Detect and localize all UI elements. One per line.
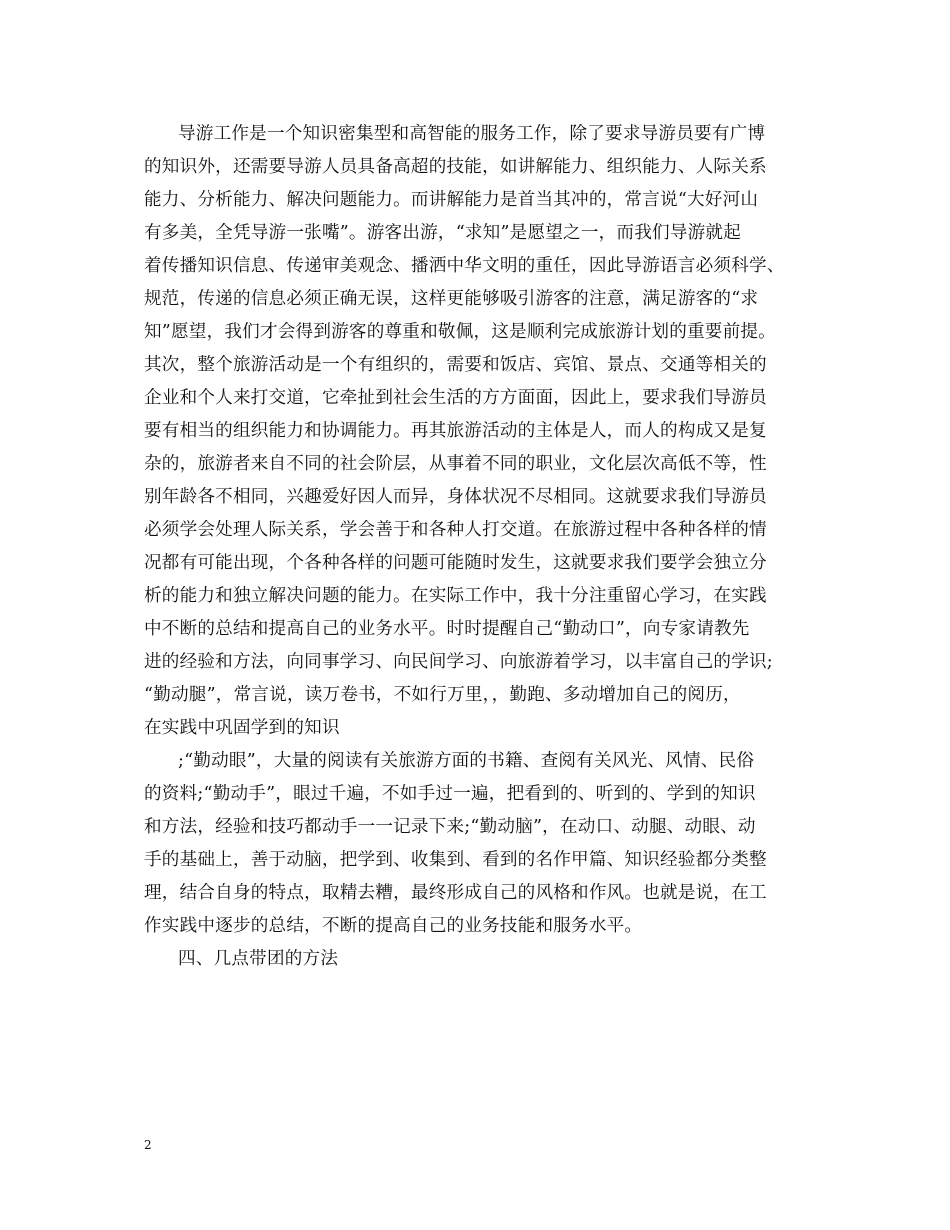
text-line: 在实践中巩固学到的知识 bbox=[144, 718, 340, 738]
document-body bbox=[144, 118, 809, 976]
text-line: 知”愿望，我们才会得到游客的尊重和敬佩，这是顺利完成旅游计划的重要前提。 bbox=[144, 322, 776, 342]
section-heading: 四、几点带团的方法 bbox=[178, 949, 339, 969]
text-line: 杂的，旅游者来自不同的社会阶层，从事着不同的职业，文化层次高低不等，性 bbox=[144, 454, 767, 474]
text-line: ;“勤动眼”，大量的阅读有关旅游方面的书籍、查阅有关风光、风情、民俗 bbox=[178, 751, 755, 771]
text-line: 规范，传递的信息必须正确无误，这样更能够吸引游客的注意，满足游客的“求 bbox=[144, 289, 759, 309]
text-line: 手的基础上，善于动脑，把学到、收集到、看到的名作甲篇、知识经验都分类整 bbox=[144, 850, 767, 870]
text-line: 的资料;“勤动手”，眼过千遍，不如手过一遍，把看到的、听到的、学到的知识 bbox=[144, 784, 756, 804]
text-line: 着传播知识信息、传递审美观念、播洒中华文明的重任，因此导游语言必须科学、 bbox=[144, 256, 785, 276]
text-line: 中不断的总结和提高自己的业务水平。时时提醒自己“勤动口”，向专家请教先 bbox=[144, 619, 750, 639]
text-line: 况都有可能出现，个各种各样的问题可能随时发生，这就要求我们要学会独立分 bbox=[144, 553, 767, 573]
text-line: 进的经验和方法，向同事学习、向民间学习、向旅游着学习，以丰富自己的学识; bbox=[144, 652, 773, 672]
text-line: 企业和个人来打交道，它牵扯到社会生活的方方面面，因此上，要求我们导游员 bbox=[144, 388, 767, 408]
text-line: 其次，整个旅游活动是一个有组织的，需要和饭店、宾馆、景点、交通等相关的 bbox=[144, 355, 767, 375]
text-line: 作实践中逐步的总结，不断的提高自己的业务技能和服务水平。 bbox=[144, 916, 643, 936]
text-line: 析的能力和独立解决问题的能力。在实际工作中，我十分注重留心学习，在实践 bbox=[144, 586, 767, 606]
text-line: 能力、分析能力、解决问题能力。而讲解能力是首当其冲的，常言说“大好河山 bbox=[144, 190, 759, 210]
text-line: 导游工作是一个知识密集型和高智能的服务工作，除了要求导游员要有广博 bbox=[178, 124, 766, 144]
text-line: 和方法，经验和技巧都动手一一记录下来;“勤动脑”，在动口、动腿、动眼、动 bbox=[144, 817, 756, 837]
text-line: 别年龄各不相同，兴趣爱好因人而异，身体状况不尽相同。这就要求我们导游员 bbox=[144, 487, 767, 507]
text-line: 理，结合自身的特点，取精去糟，最终形成自己的风格和作风。也就是说，在工 bbox=[144, 883, 767, 903]
text-line: 的知识外，还需要导游人员具备高超的技能，如讲解能力、组织能力、人际关系 bbox=[144, 157, 767, 177]
page-number: 2 bbox=[144, 1138, 152, 1152]
text-line: 有多美，全凭导游一张嘴”。游客出游，“求知”是愿望之一，而我们导游就起 bbox=[144, 223, 741, 243]
text-line: 要有相当的组织能力和协调能力。再其旅游活动的主体是人，而人的构成又是复 bbox=[144, 421, 767, 441]
text-line: “勤动腿”，常言说，读万卷书，不如行万里，，勤跑、多动增加自己的阅历， bbox=[144, 685, 741, 705]
text-line: 必须学会处理人际关系，学会善于和各种人打交道。在旅游过程中各种各样的情 bbox=[144, 520, 767, 540]
